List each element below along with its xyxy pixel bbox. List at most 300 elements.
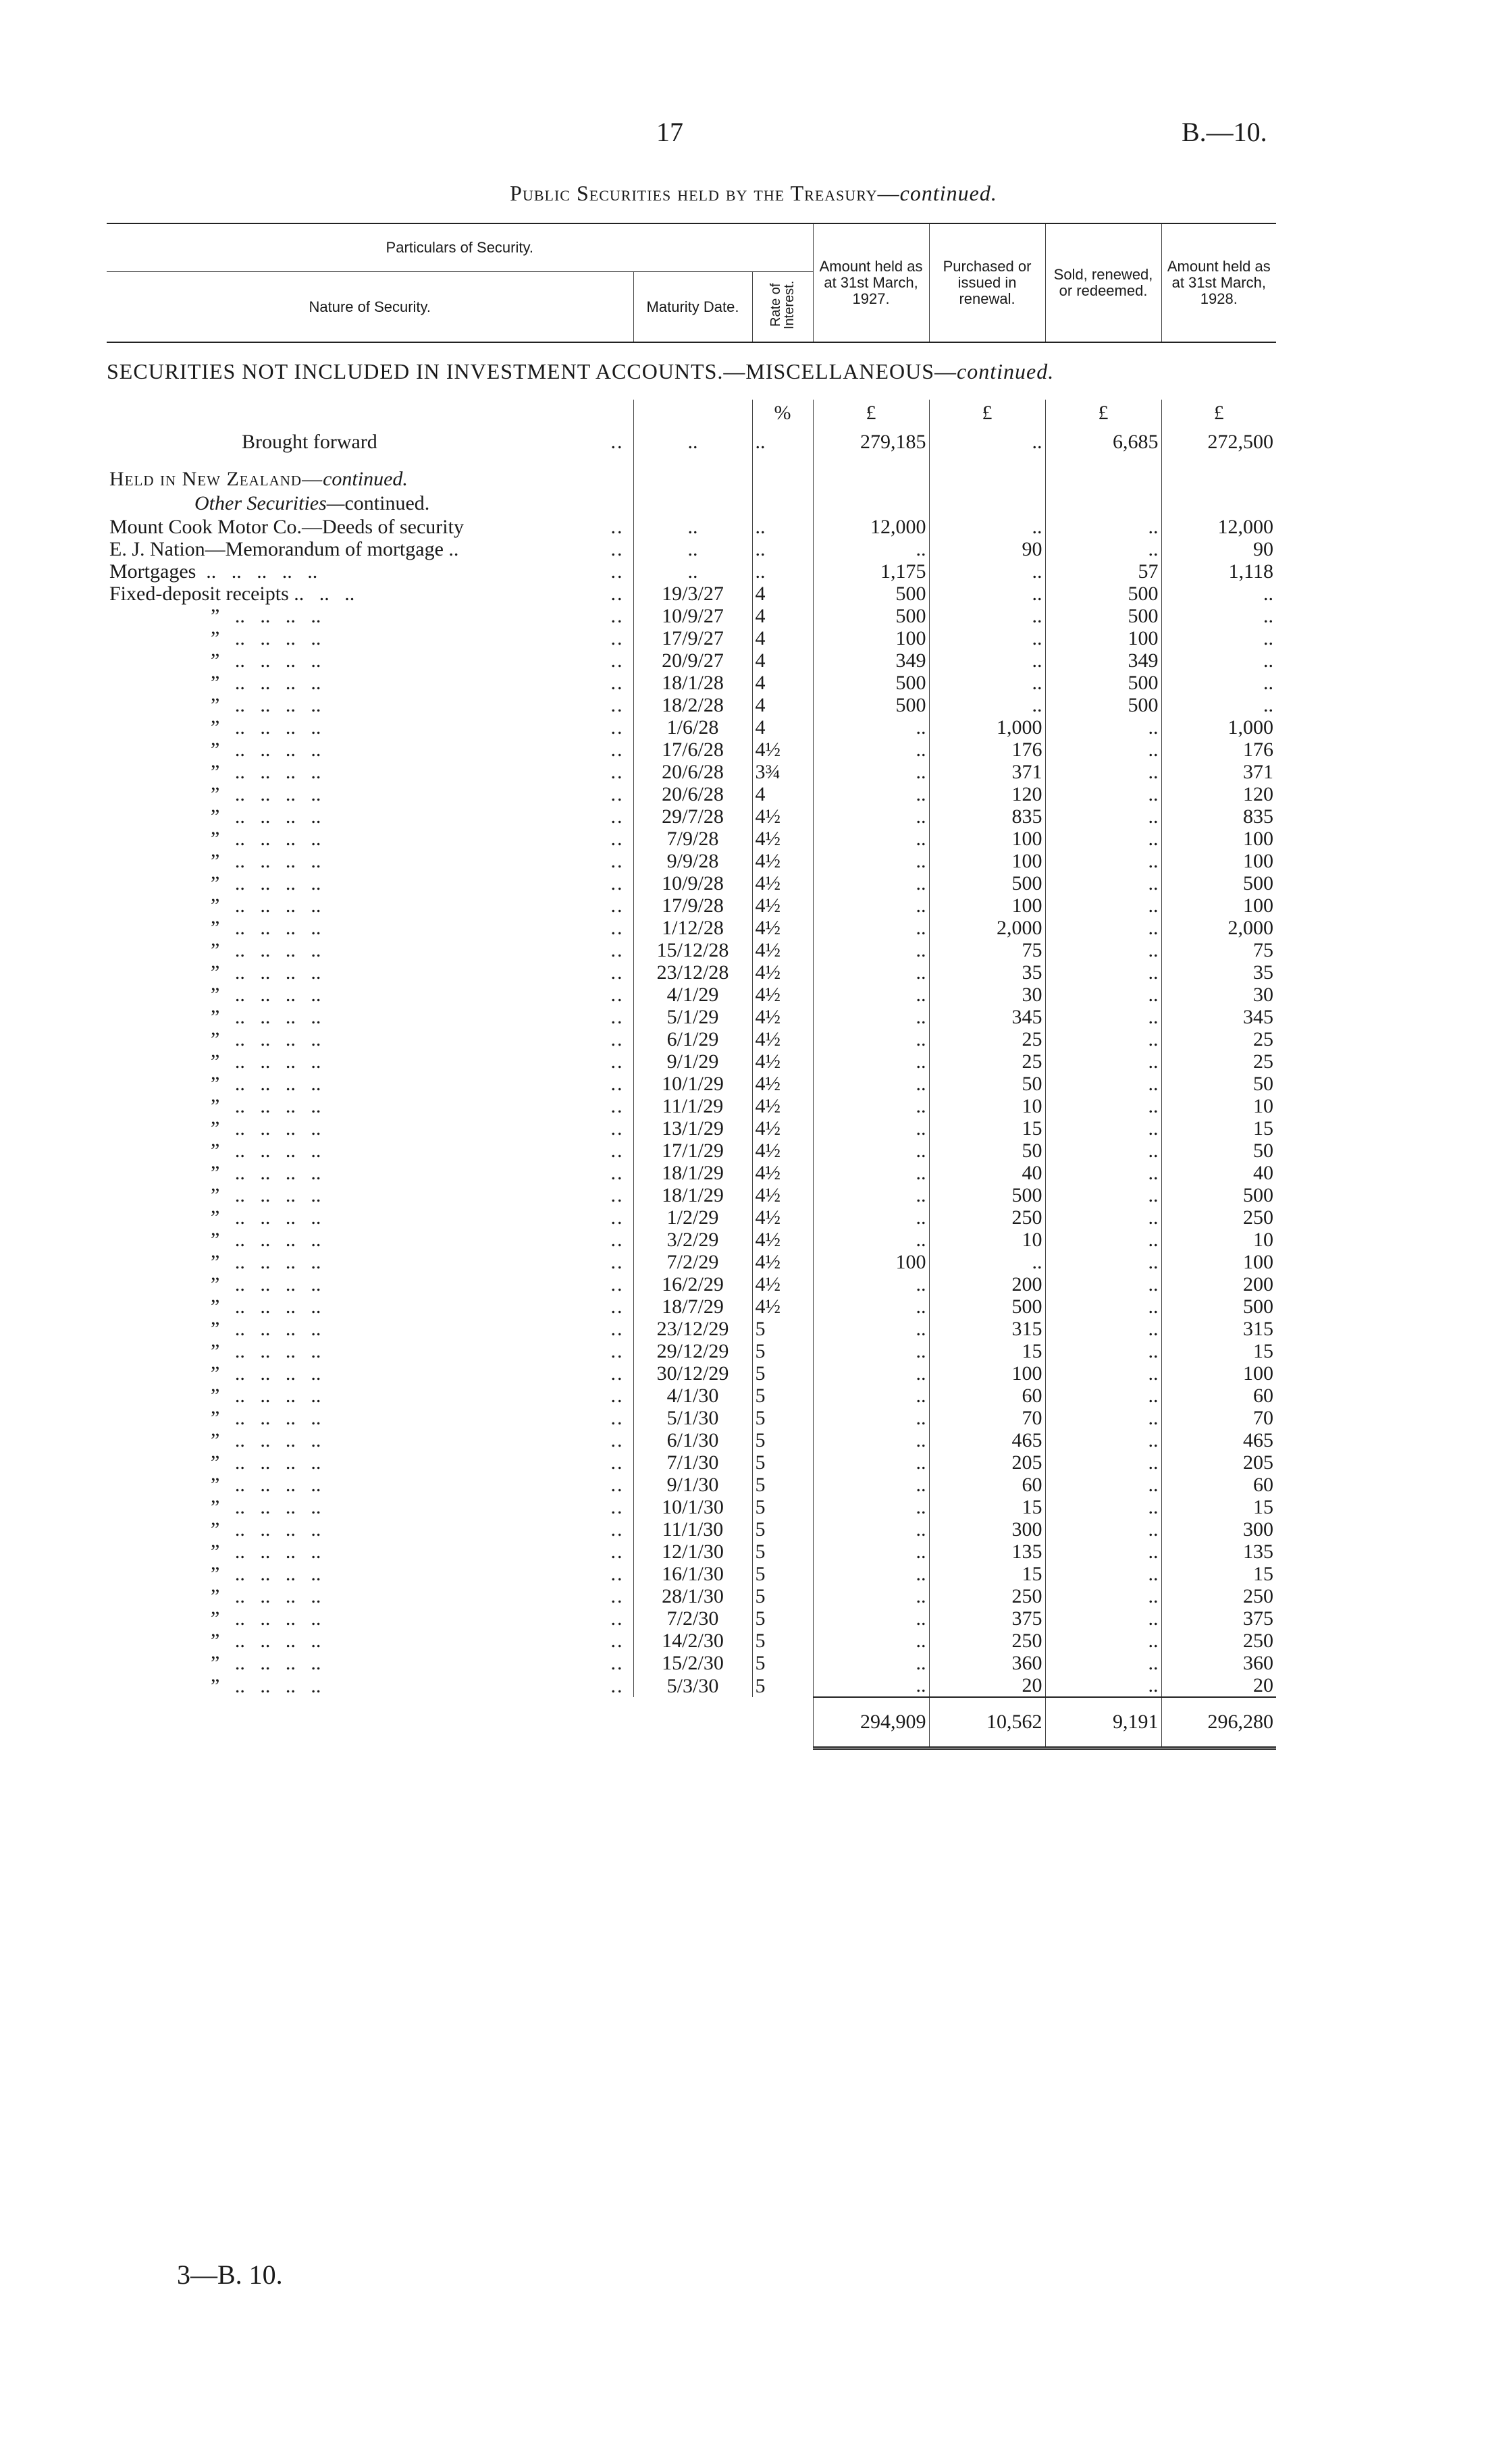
row-rate: 5 — [752, 1674, 813, 1697]
row-held-1927: .. — [813, 1362, 929, 1385]
row-leader: .. — [610, 583, 624, 605]
row-held-1928: 1,118 — [1161, 560, 1276, 583]
row-description-cell — [107, 1273, 633, 1295]
row-held-1927: .. — [813, 1630, 929, 1652]
row-maturity: 29/12/29 — [633, 1340, 752, 1362]
row-purchased: 500 — [929, 872, 1045, 894]
row-sold: 500 — [1045, 605, 1161, 627]
row-sold: .. — [1045, 1050, 1161, 1073]
row-rate: 4½ — [752, 1162, 813, 1184]
row-description-cell — [107, 1229, 633, 1251]
row-description-cell — [107, 872, 633, 894]
row-held-1928: 60 — [1161, 1474, 1276, 1496]
subheading-held-in-nz-continued: continued. — [323, 468, 408, 490]
row-sold: .. — [1045, 1162, 1161, 1184]
row-rate: 4½ — [752, 1140, 813, 1162]
row-purchased: 500 — [929, 1184, 1045, 1206]
table-row — [107, 605, 1276, 627]
row-description-cell — [107, 1607, 633, 1630]
row-maturity: 18/1/29 — [633, 1184, 752, 1206]
row-held-1928: 50 — [1161, 1073, 1276, 1095]
brought-forward-maturity: .. — [633, 427, 752, 467]
table-row — [107, 672, 1276, 694]
table-row — [107, 1451, 1276, 1474]
row-held-1928: 371 — [1161, 761, 1276, 783]
row-leader: .. — [610, 805, 624, 828]
row-leader: .. — [610, 828, 624, 850]
row-leader: .. — [610, 716, 624, 739]
column-header-nature: Nature of Security. — [107, 272, 633, 343]
row-description-cell — [107, 739, 633, 761]
row-held-1928: 135 — [1161, 1541, 1276, 1563]
table-row — [107, 694, 1276, 716]
row-rate: 4½ — [752, 1206, 813, 1229]
row-purchased: 60 — [929, 1385, 1045, 1407]
row-held-1928: 315 — [1161, 1318, 1276, 1340]
row-sold: .. — [1045, 939, 1161, 961]
row-description-cell — [107, 627, 633, 649]
row-held-1927: .. — [813, 1340, 929, 1362]
table-row — [107, 1251, 1276, 1273]
row-held-1927: .. — [813, 872, 929, 894]
row-held-1928: 375 — [1161, 1607, 1276, 1630]
row-maturity: 16/2/29 — [633, 1273, 752, 1295]
row-rate: 4 — [752, 627, 813, 649]
row-description: ” .. .. .. .. — [211, 1474, 321, 1496]
row-held-1928: 250 — [1161, 1630, 1276, 1652]
table-row — [107, 1140, 1276, 1162]
row-leader: .. — [610, 1028, 624, 1050]
row-description: ” .. .. .. .. — [211, 605, 321, 627]
row-held-1928: 250 — [1161, 1585, 1276, 1607]
row-leader: .. — [610, 984, 624, 1006]
column-header-held-1927: Amount held as at 31st March, 1927. — [813, 223, 929, 342]
row-held-1927: .. — [813, 1140, 929, 1162]
row-description: ” .. .. .. .. — [211, 1006, 321, 1028]
row-leader: .. — [610, 1095, 624, 1117]
row-maturity: 29/7/28 — [633, 805, 752, 828]
units-row — [107, 400, 1276, 427]
row-held-1927: .. — [813, 1563, 929, 1585]
subheading-row — [107, 491, 1276, 516]
row-maturity: 4/1/30 — [633, 1385, 752, 1407]
row-held-1927: 100 — [813, 627, 929, 649]
row-leader: .. — [610, 1162, 624, 1184]
row-rate: 5 — [752, 1407, 813, 1429]
row-purchased: .. — [929, 605, 1045, 627]
row-purchased: 15 — [929, 1563, 1045, 1585]
table-row — [107, 1318, 1276, 1340]
unit-purchased: £ — [929, 400, 1045, 427]
row-purchased: 120 — [929, 783, 1045, 805]
row-held-1928: .. — [1161, 672, 1276, 694]
row-maturity: 14/2/30 — [633, 1630, 752, 1652]
row-maturity: 10/9/28 — [633, 872, 752, 894]
row-description: ” .. .. .. .. — [211, 1140, 321, 1162]
row-held-1927: .. — [813, 1474, 929, 1496]
row-maturity: 9/1/30 — [633, 1474, 752, 1496]
row-maturity: 11/1/29 — [633, 1095, 752, 1117]
row-rate: 5 — [752, 1563, 813, 1585]
row-description: ” .. .. .. .. — [211, 1429, 321, 1451]
row-leader: .. — [610, 1407, 624, 1429]
table-row — [107, 1496, 1276, 1518]
row-held-1927: .. — [813, 716, 929, 739]
row-purchased: 15 — [929, 1117, 1045, 1140]
row-rate: 4½ — [752, 1117, 813, 1140]
row-held-1928: 100 — [1161, 1251, 1276, 1273]
row-sold: .. — [1045, 1073, 1161, 1095]
row-maturity: 15/2/30 — [633, 1652, 752, 1674]
row-leader: .. — [610, 961, 624, 984]
row-purchased: 75 — [929, 939, 1045, 961]
row-leader: .. — [610, 516, 624, 538]
row-description: ” .. .. .. .. — [211, 1674, 321, 1697]
row-leader: .. — [610, 627, 624, 649]
row-purchased: 10 — [929, 1229, 1045, 1251]
row-description: ” .. .. .. .. — [211, 872, 321, 894]
row-maturity: 6/1/29 — [633, 1028, 752, 1050]
row-held-1928: 70 — [1161, 1407, 1276, 1429]
unit-sold: £ — [1045, 400, 1161, 427]
row-description: Mount Cook Motor Co.—Deeds of security — [109, 516, 464, 538]
brought-forward-held-1928: 272,500 — [1161, 427, 1276, 467]
row-sold: .. — [1045, 1585, 1161, 1607]
row-rate: .. — [752, 516, 813, 538]
row-sold: .. — [1045, 1273, 1161, 1295]
row-description: ” .. .. .. .. — [211, 1518, 321, 1541]
row-held-1928: 120 — [1161, 783, 1276, 805]
row-held-1927: .. — [813, 1028, 929, 1050]
row-description-cell — [107, 605, 633, 627]
row-held-1928: 15 — [1161, 1496, 1276, 1518]
row-description-cell — [107, 1184, 633, 1206]
table-row — [107, 1585, 1276, 1607]
row-rate: 5 — [752, 1496, 813, 1518]
row-description: ” .. .. .. .. — [211, 939, 321, 961]
row-description: ” .. .. .. .. — [211, 627, 321, 649]
row-maturity: 5/1/30 — [633, 1407, 752, 1429]
row-held-1928: 40 — [1161, 1162, 1276, 1184]
row-leader: .. — [610, 1206, 624, 1229]
row-maturity: 17/9/27 — [633, 627, 752, 649]
row-rate: 4½ — [752, 1095, 813, 1117]
table-row — [107, 1474, 1276, 1496]
row-held-1928: 15 — [1161, 1340, 1276, 1362]
row-description: ” .. .. .. .. — [211, 1095, 321, 1117]
row-purchased: .. — [929, 583, 1045, 605]
row-sold: .. — [1045, 805, 1161, 828]
row-maturity: 19/3/27 — [633, 583, 752, 605]
row-maturity: 6/1/30 — [633, 1429, 752, 1451]
row-description-cell — [107, 694, 633, 716]
row-description: Mortgages .. .. .. .. .. — [109, 560, 318, 583]
row-leader: .. — [610, 1496, 624, 1518]
column-header-held-1928: Amount held as at 31st March, 1928. — [1161, 223, 1276, 342]
table-row — [107, 649, 1276, 672]
table-row — [107, 1340, 1276, 1362]
row-held-1928: 1,000 — [1161, 716, 1276, 739]
unit-held-1928: £ — [1161, 400, 1276, 427]
row-maturity: 16/1/30 — [633, 1563, 752, 1585]
row-description: ” .. .. .. .. — [211, 1496, 321, 1518]
row-leader: .. — [610, 1050, 624, 1073]
row-description: ” .. .. .. .. — [211, 1050, 321, 1073]
table-row — [107, 1006, 1276, 1028]
row-purchased: 20 — [929, 1674, 1045, 1697]
row-held-1927: .. — [813, 1585, 929, 1607]
row-rate: .. — [752, 538, 813, 560]
row-held-1927: 12,000 — [813, 516, 929, 538]
row-description-cell — [107, 1073, 633, 1095]
table-row — [107, 1206, 1276, 1229]
row-purchased: 176 — [929, 739, 1045, 761]
row-description-cell — [107, 1251, 633, 1273]
table-row — [107, 917, 1276, 939]
row-held-1928: 10 — [1161, 1095, 1276, 1117]
row-rate: 5 — [752, 1541, 813, 1563]
table-row — [107, 1429, 1276, 1451]
row-description-cell — [107, 917, 633, 939]
row-held-1927: 500 — [813, 672, 929, 694]
row-maturity: 20/9/27 — [633, 649, 752, 672]
row-description-cell — [107, 894, 633, 917]
unit-held-1927: £ — [813, 400, 929, 427]
table-row — [107, 1295, 1276, 1318]
row-sold: .. — [1045, 1496, 1161, 1518]
row-purchased: 250 — [929, 1630, 1045, 1652]
row-sold: .. — [1045, 1563, 1161, 1585]
row-sold: .. — [1045, 783, 1161, 805]
table-row — [107, 1652, 1276, 1674]
row-rate: 4½ — [752, 828, 813, 850]
row-sold: 500 — [1045, 694, 1161, 716]
row-purchased: 25 — [929, 1050, 1045, 1073]
column-header-rate-label: Rate of Interest. — [768, 280, 797, 330]
section-title-continued: continued. — [957, 359, 1055, 383]
row-leader: .. — [610, 1251, 624, 1273]
row-description-cell — [107, 1674, 633, 1697]
row-held-1928: 360 — [1161, 1652, 1276, 1674]
row-sold: .. — [1045, 1674, 1161, 1697]
row-description: ” .. .. .. .. — [211, 1073, 321, 1095]
row-sold: .. — [1045, 984, 1161, 1006]
row-description: ” .. .. .. .. — [211, 984, 321, 1006]
section-title — [107, 342, 1276, 400]
row-rate: 4½ — [752, 1229, 813, 1251]
table-row — [107, 1385, 1276, 1407]
row-leader: .. — [610, 538, 624, 560]
row-leader: .. — [610, 1295, 624, 1318]
row-held-1928: .. — [1161, 583, 1276, 605]
row-held-1927: .. — [813, 1407, 929, 1429]
row-held-1928: 205 — [1161, 1451, 1276, 1474]
row-held-1927: .. — [813, 805, 929, 828]
row-sold: .. — [1045, 1206, 1161, 1229]
row-sold: .. — [1045, 1095, 1161, 1117]
row-maturity: .. — [633, 538, 752, 560]
row-leader: .. — [610, 1585, 624, 1607]
brought-forward-row — [107, 427, 1276, 467]
row-leader: .. — [610, 1541, 624, 1563]
row-maturity: 7/2/30 — [633, 1607, 752, 1630]
row-held-1928: 30 — [1161, 984, 1276, 1006]
row-rate: 4½ — [752, 1184, 813, 1206]
subheading-row — [107, 467, 1276, 491]
row-held-1927: .. — [813, 984, 929, 1006]
row-sold: 500 — [1045, 583, 1161, 605]
table-row — [107, 761, 1276, 783]
table-row — [107, 1541, 1276, 1563]
row-leader: .. — [610, 1563, 624, 1585]
row-purchased: 360 — [929, 1652, 1045, 1674]
table-row — [107, 828, 1276, 850]
row-held-1927: .. — [813, 1607, 929, 1630]
row-maturity: 13/1/29 — [633, 1117, 752, 1140]
row-leader: .. — [610, 1474, 624, 1496]
row-sold: .. — [1045, 1251, 1161, 1273]
row-description: ” .. .. .. .. — [211, 1585, 321, 1607]
row-maturity: 12/1/30 — [633, 1541, 752, 1563]
row-description: ” .. .. .. .. — [211, 1407, 321, 1429]
row-description-cell — [107, 984, 633, 1006]
table-row — [107, 739, 1276, 761]
row-sold: 57 — [1045, 560, 1161, 583]
row-held-1928: 345 — [1161, 1006, 1276, 1028]
page-number: 17 — [656, 117, 683, 147]
row-sold: .. — [1045, 917, 1161, 939]
table-row — [107, 961, 1276, 984]
row-maturity: 23/12/28 — [633, 961, 752, 984]
row-held-1927: .. — [813, 1006, 929, 1028]
row-description: ” .. .. .. .. — [211, 694, 321, 716]
row-description: ” .. .. .. .. — [211, 1318, 321, 1340]
row-description-cell — [107, 583, 633, 605]
row-sold: .. — [1045, 1229, 1161, 1251]
table-row — [107, 1607, 1276, 1630]
table-row — [107, 1050, 1276, 1073]
row-description-cell — [107, 1652, 633, 1674]
subheading-other-securities-continued: continued. — [344, 492, 430, 514]
row-purchased: 50 — [929, 1140, 1045, 1162]
row-held-1928: 835 — [1161, 805, 1276, 828]
row-sold: .. — [1045, 894, 1161, 917]
row-leader: .. — [610, 1385, 624, 1407]
row-held-1927: .. — [813, 1295, 929, 1318]
row-rate: 3¾ — [752, 761, 813, 783]
row-purchased: 15 — [929, 1496, 1045, 1518]
row-held-1928: 100 — [1161, 894, 1276, 917]
row-rate: 4 — [752, 672, 813, 694]
table-row — [107, 939, 1276, 961]
row-held-1927: .. — [813, 1229, 929, 1251]
row-held-1927: .. — [813, 739, 929, 761]
table-row — [107, 1362, 1276, 1385]
table-row — [107, 1407, 1276, 1429]
row-rate: 4½ — [752, 917, 813, 939]
row-purchased: 100 — [929, 828, 1045, 850]
brought-forward-sold: 6,685 — [1045, 427, 1161, 467]
row-leader: .. — [610, 1117, 624, 1140]
row-sold: .. — [1045, 1006, 1161, 1028]
table-row — [107, 984, 1276, 1006]
row-description: ” .. .. .. .. — [211, 716, 321, 739]
row-sold: 500 — [1045, 672, 1161, 694]
row-sold: .. — [1045, 1140, 1161, 1162]
row-description: ” .. .. .. .. — [211, 1229, 321, 1251]
row-maturity: .. — [633, 516, 752, 538]
row-leader: .. — [610, 872, 624, 894]
row-held-1928: 176 — [1161, 739, 1276, 761]
row-description: ” .. .. .. .. — [211, 1451, 321, 1474]
row-held-1928: 60 — [1161, 1385, 1276, 1407]
row-sold: .. — [1045, 761, 1161, 783]
row-purchased: 250 — [929, 1585, 1045, 1607]
row-maturity: 20/6/28 — [633, 783, 752, 805]
row-held-1928: .. — [1161, 627, 1276, 649]
row-rate: 4 — [752, 694, 813, 716]
row-maturity: 28/1/30 — [633, 1585, 752, 1607]
row-description: ” .. .. .. .. — [211, 850, 321, 872]
row-description-cell — [107, 1362, 633, 1385]
row-purchased: .. — [929, 672, 1045, 694]
row-purchased: 371 — [929, 761, 1045, 783]
row-sold: .. — [1045, 516, 1161, 538]
row-rate: 5 — [752, 1652, 813, 1674]
row-description-cell — [107, 1429, 633, 1451]
brought-forward-held-1927: 279,185 — [813, 427, 929, 467]
row-held-1927: .. — [813, 1073, 929, 1095]
row-description-cell — [107, 1295, 633, 1318]
row-rate: 4½ — [752, 1050, 813, 1073]
row-held-1928: 90 — [1161, 538, 1276, 560]
row-rate: 4½ — [752, 872, 813, 894]
row-held-1927: .. — [813, 828, 929, 850]
row-description: ” .. .. .. .. — [211, 1273, 321, 1295]
row-description: ” .. .. .. .. — [211, 894, 321, 917]
row-rate: 4 — [752, 649, 813, 672]
row-rate: 4 — [752, 583, 813, 605]
securities-table — [107, 223, 1276, 1750]
row-leader: .. — [610, 1674, 624, 1697]
row-description: ” .. .. .. .. — [211, 672, 321, 694]
row-sold: .. — [1045, 872, 1161, 894]
row-maturity: 9/1/29 — [633, 1050, 752, 1073]
row-purchased: 50 — [929, 1073, 1045, 1095]
row-sold: .. — [1045, 1028, 1161, 1050]
row-description: ” .. .. .. .. — [211, 1385, 321, 1407]
row-held-1928: 35 — [1161, 961, 1276, 984]
row-held-1928: .. — [1161, 605, 1276, 627]
row-rate: 5 — [752, 1585, 813, 1607]
row-maturity: 11/1/30 — [633, 1518, 752, 1541]
row-leader: .. — [610, 917, 624, 939]
row-rate: 5 — [752, 1518, 813, 1541]
row-rate: 4 — [752, 605, 813, 627]
row-held-1928: 75 — [1161, 939, 1276, 961]
row-sold: .. — [1045, 1340, 1161, 1362]
row-purchased: 2,000 — [929, 917, 1045, 939]
row-maturity: 18/1/29 — [633, 1162, 752, 1184]
row-purchased: 100 — [929, 894, 1045, 917]
row-held-1928: 300 — [1161, 1518, 1276, 1541]
row-held-1927: .. — [813, 1273, 929, 1295]
row-leader: .. — [610, 560, 624, 583]
row-description-cell — [107, 850, 633, 872]
table-row — [107, 894, 1276, 917]
row-rate: 5 — [752, 1318, 813, 1340]
row-purchased: 15 — [929, 1340, 1045, 1362]
